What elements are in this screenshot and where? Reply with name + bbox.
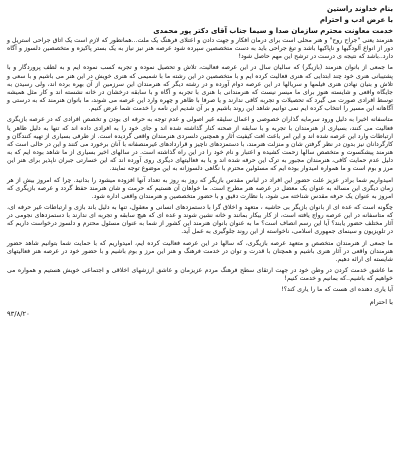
paragraph-7: ما عاشق خدمت کردن در وطن خود در جهت ارتقای سطح فرهنگ مردم عزیزمان و عاشق ارزشهای اخلاقی و اجتماعی خویش هستیم و همواره می خواهیم که باشیم..که بمانیم و خدمت کنیم! [7, 267, 393, 283]
paragraph-2: ما جمعی از بانوان هنرمند (بازیگر) که سالیان سال در این عرصه فعالیت، تلاش و تحصیل نموده و تجربه کسب نموده ایم و به لطف پروردگار و با پشتیبانی هنری خود چند ابتدایی که هنری فعالیت کرده ایم و با متخصصین در این رشته ما با شمیمی که هنری خویش در این هنر می باشیم و با سعی و تلاش و بنیان نهادن هنری فیلمها و سریالها در این عرصه دوام آورده و در رشته دیگر که هنرمندان این سرزمین از آن بهره برده اند، ولی رسیدن به جایگاه واقعی و شایسته هنوز برای ما میسر نیست که هنرمندانی با هنری با تجربه و آگاه و با سابقه درخشان در خانه نشسته اند و کار مثل همیشه توسط افرادی صورت می گیرد که تحصیلات و تجربه کافی ندارند و یا صرفا با ظاهر و چهره وارد این عرصه می شوند، ما بانوان هنرمند که به درستی و آگاهانه این مسیر را انتخاب کرده ایم نمی توانیم شاهد این روند باشیم و بر آن شدیم این نامه را خدمت شما عرض کنیم. [7, 64, 393, 113]
greeting: با عرض ادب و احترام [319, 16, 393, 24]
addressee: خدمت معاونت محترم سازمان صدا و سیما جناب آقای دکتر پور محمدی [153, 27, 393, 35]
paragraph-3: متاسفانه اخیرا به دلیل ورود سرمایه گذاران خصوصی و اعمال سلیقه غیر اصولی و عدم توجه به حرفه ای بودن و تخصص افرادی که در عرصه بازیگری فعالیت می کنند، بسیاری از هنرمندان با تجربه و با سابقه از صحنه کنار گذاشته شده اند و جای خود را به افرادی داده اند که تنها به دلیل ظاهر یا ارتباطات وارد این عرصه شده اند و این امر باعث افت کیفیت آثار و همچنین دلسردی هنرمندان واقعی گردیده است. از طرفی بسیاری از تهیه کنندگان و کارگردانان نیز بدون در نظر گرفتن شان و منزلت هنرمند، با دستمزدهای ناچیز و قراردادهای غیرمنصفانه با آنان برخورد می کنند و این در حالی است که هنرمند پیشکسوت و متخصص سالها زحمت کشیده و اعتبار و نام خود را در این راه گذاشته است. در سالهای اخیر بسیاری از ما شاهد بوده ایم که به دلیل عدم حمایت کافی، هنرمندان مجبور به ترک این حرفه شده اند و یا به فعالیتهای دیگری روی آورده اند که این خسارتی جبران ناپذیر برای هنر این مرز و بوم است و ما همواره امیدوار بوده ایم که مسئولین محترم با نگاهی دلسوزانه به این موضوع توجه نمایند. [6, 116, 393, 173]
paragraph-8: آیا یاری دهنده ای هست که ما را یاری کند؟! [281, 286, 393, 294]
paragraph-1: هنرمند یعنی "جراح روح" و هنر محلی است برای درمان افکار و جهت دادن و اعتلای فرهنگ یک ملت...همانطور که لازم است یک اتاق جراحی استریل و دور از انواع آلودگیها و ناپاکیها باشد و تیغ جراحی باید به دست متخصصین سپرده شود عرصه هنر نیز نیاز به یک بستر پاکیزه و متخصصین دلسوز و آگاه دارد..باشد که نتیجه ی درست در ترشح این مهم حاصل شود! [7, 37, 393, 61]
basmala: بنام خداوند راستین [327, 5, 393, 13]
letter-date: ۹۳/۸/۲۰ [7, 309, 30, 318]
paragraph-6: ما جمعی از هنرمندان متخصص و متعهد عرصه بازیگری، که سالها در این عرصه فعالیت کرده ایم، امیدواریم که با حمایت شما بتوانیم شاهد حضور هنرمندان واقعی در آثار هنری باشیم و همچنان با قدرت و توان در خدمت فرهنگ و هنر این مرز و بوم باشیم و با حضور خود در عرصه هنر فعالیتهای شایسته ای ارائه دهیم. [7, 239, 393, 263]
regards: با احترام [369, 297, 393, 306]
paragraph-4: امیدواریم شما برادر عزیز علت حضور این افراد در لباس مقدس بازیگر که روز به روز به تعداد آنها افزوده میشود را بدانید. چرا که امروز بیش از هر زمان دیگری این مساله به عنوان یک معضل در عرصه هنر مطرح است. ما خواهان آن هستیم که حرمت و شان هنرمند حفظ گردد و عرصه بازیگری که امروز به عنوان یک حرفه مقدس شناخته می شود، با نظارت دقیق و با حضور متخصصین و هنرمندان واقعی اداره شود. [7, 176, 393, 200]
paragraph-5: چگونه است که عده ای از بانوان بازیگر بی حاشیه ، متعهد و اخلاق گرا با دستمزدهای انسانی و معقول، تنها به دلیل باند بازی و ارتباطات غیر حرفه ای، که متاسفانه در این عرصه رواج یافته است، از کار بیکار بمانند و خانه نشین شوند و عده ای که هیچ سابقه و تجربه ای ندارند با دستمزدهای نجومی در آثار مختلف حضور یابند؟ آیا این رسم انصاف است؟ ما به عنوان بانوان هنرمند این کشور از شما به عنوان مسئول محترم و دلسوز درخواست داریم که در تلویزیون و سینمای جمهوری اسلامی، ناخواسته از این روند جلوگیری به عمل آید. [7, 203, 393, 236]
